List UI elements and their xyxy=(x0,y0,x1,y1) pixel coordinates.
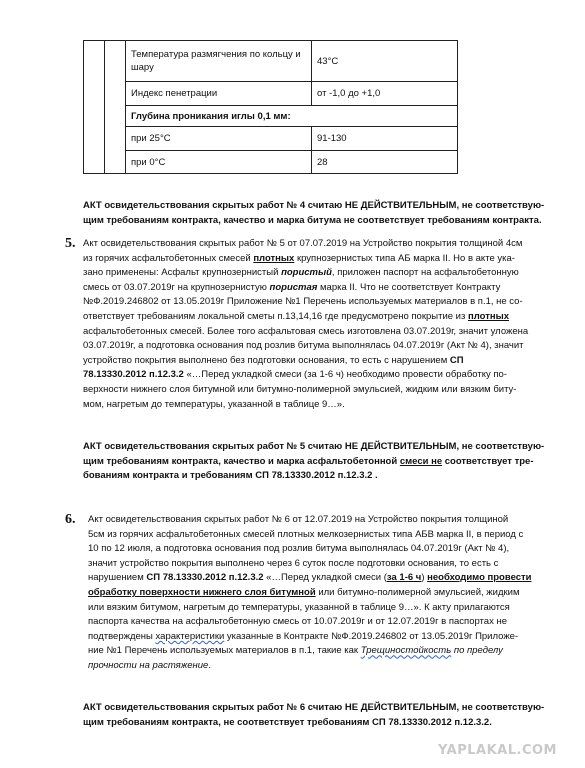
emphasized-text: пористая xyxy=(269,281,318,293)
text-line xyxy=(83,252,528,267)
text-line xyxy=(88,659,532,674)
table-row xyxy=(84,41,458,82)
text-segment: «…Перед укладкой смеси ( xyxy=(263,572,387,584)
text-line xyxy=(83,440,544,455)
text-segment: ) xyxy=(421,572,428,584)
paragraph-act-5 xyxy=(83,237,528,412)
conclusion-act-4 xyxy=(83,199,544,228)
text-line: АКТ освидетельствования скрытых работ № 6 считаю НЕ ДЕЙСТВИТЕЛЬНЫМ, не соответствую- xyxy=(83,702,545,713)
emphasized-text: обработку поверхности нижнего слоя битумной xyxy=(88,586,316,598)
text-segment: значит устройство покрытия выполнено через 6 суток после подготовки основания, то есть с xyxy=(88,557,499,569)
text-line xyxy=(83,325,528,340)
text-segment: указанные в Контракте №Ф.2019.246802 от 13.05.2019г Приложе- xyxy=(224,630,519,642)
emphasized-text: плотных xyxy=(467,310,509,322)
text-segment: верхности нижнего слоя битумной или битумно-полимерной эмульсией, жидким или вязким биту- xyxy=(83,383,517,395)
emphasized-text: 78.13330.2012 п.12.3.2 xyxy=(83,369,184,381)
text-segment: из горячих асфальтобетонных смесей xyxy=(83,252,254,264)
text-segment: крупнозернистых типа АБ марка II. Но в акте ука- xyxy=(294,252,515,264)
text-line xyxy=(83,310,528,325)
text-segment: №Ф.2019.246802 от 13.05.2019г Приложение №1 Перечень используемых материалов в п.1, не со- xyxy=(83,296,523,308)
text-line xyxy=(83,383,528,398)
text-line xyxy=(83,295,528,310)
text-segment: Акт освидетельствования скрытых работ № 6 от 12.07.2019 на Устройство покрытия толщиной xyxy=(88,514,509,525)
text-segment: паспорта качества на асфальтобетонную смесь от 10.07.2019г и от 12.07.2019г в паспортах не xyxy=(88,616,507,628)
table-row xyxy=(84,151,458,174)
emphasized-text: смеси не xyxy=(399,455,443,467)
text-segment: устройство покрытия выполнено без подготовки основания, то есть с нарушением xyxy=(83,354,450,366)
table-cell-value: 43°С xyxy=(312,41,458,82)
text-line xyxy=(88,615,532,630)
table-cell-value: 91-130 xyxy=(312,127,458,151)
text-line xyxy=(83,339,528,354)
text-line xyxy=(88,557,532,572)
emphasized-text: прочности на растяжение xyxy=(88,659,209,671)
text-segment: мом, нагретым до температуры, указанной в таблице 9…». xyxy=(83,398,345,410)
text-line xyxy=(88,601,532,616)
text-segment: . xyxy=(208,659,211,671)
text-line xyxy=(83,469,544,484)
text-segment: 5см из горячих асфальтобетонных смесей плотных мелкозернистых типа АБВ марка II, в период с xyxy=(88,528,524,540)
text-line xyxy=(83,266,528,281)
table-row xyxy=(84,106,458,127)
text-line xyxy=(88,528,532,543)
emphasized-text: СП 78.13330.2012 п.12.3.2 xyxy=(146,572,264,584)
text-segment: АКТ освидетельствования скрытых работ № 5 считаю НЕ ДЕЙСТВИТЕЛЬНЫМ, не соответствую- xyxy=(83,441,545,452)
text-line xyxy=(83,368,528,383)
text-segment: «…Перед укладкой смеси (за 1-6 ч) необходимо провести обработку по- xyxy=(183,369,507,381)
text-segment: асфальтобетонных смесей. Более того асфальтовая смесь изготовлена 03.07.2019г, значит уложена xyxy=(83,325,529,337)
watermark: YAPLAKAL.COM xyxy=(438,743,557,758)
emphasized-text: Трещиностойкость xyxy=(360,645,452,657)
text-segment: , приложен паспорт на асфальтобетонную xyxy=(331,267,519,279)
emphasized-text: плотных xyxy=(253,252,295,264)
text-segment: ние №1 Перечень используемых материалов в п.1, такие как xyxy=(88,645,361,657)
text-line: щим требованиям контракта, качество и марка битума не соответствует требованиям контракта. xyxy=(83,214,542,226)
table-cell-empty xyxy=(84,41,105,174)
text-segment: марка II. Что не соответствует Контракту xyxy=(317,281,501,293)
text-line xyxy=(83,354,528,369)
text-segment: подтверждены xyxy=(88,630,156,642)
table-cell-value: от -1,0 до +1,0 xyxy=(312,82,458,106)
text-segment: 10 по 12 июля, а подготовка основания под розлив битума выполнялась 04.07.2019г (Акт № 4), xyxy=(88,543,510,555)
text-segment: или битумно-полимерной эмульсией, жидким xyxy=(315,586,520,598)
bitumen-spec-table xyxy=(83,40,458,174)
conclusion-act-5 xyxy=(83,440,544,484)
text-line xyxy=(83,398,528,413)
emphasized-text: пористый xyxy=(281,267,332,279)
table-row xyxy=(84,127,458,151)
emphasized-text: по пределу xyxy=(451,645,503,657)
text-segment: нарушением xyxy=(88,572,147,584)
text-segment: или вязким битумом, нагретым до температуры, указанной в таблице 9…». К акту прилагаются xyxy=(88,601,510,613)
item-number-6: 6. xyxy=(65,512,76,527)
item-number-5: 5. xyxy=(65,236,76,251)
text-line xyxy=(83,237,528,252)
text-segment: зано применены: Асфальт крупнозернистый xyxy=(83,267,282,279)
text-line xyxy=(88,644,532,659)
text-segment: 03.07.2019г, а подготовка основания под розлив битума выполнялась 04.07.2019г (Акт № 4), значит xyxy=(83,340,524,352)
text-line xyxy=(88,586,532,601)
text-line xyxy=(88,630,532,645)
table-cell-param: Температура размягчения по кольцу и шару xyxy=(126,41,312,82)
emphasized-text: характеристики xyxy=(155,630,225,642)
table-cell-group-heading: Глубина проникания иглы 0,1 мм: xyxy=(126,106,458,127)
text-line xyxy=(88,513,532,528)
table-row xyxy=(84,82,458,106)
text-line xyxy=(88,542,532,557)
emphasized-text: необходимо провести xyxy=(427,572,532,584)
text-segment: смесь от 03.07.2019г на крупнозернистую xyxy=(83,281,270,293)
conclusion-act-6 xyxy=(83,701,544,730)
text-line xyxy=(83,281,528,296)
table-cell-empty xyxy=(105,41,126,174)
text-line: щим требованиям контракта, не соответствует требованиям СП 78.13330.2012 п.12.3.2. xyxy=(83,716,492,728)
table-cell-param: при 25°С xyxy=(126,127,312,151)
table-cell-value: 28 xyxy=(312,151,458,174)
text-segment: бованиям контракта и требованиям СП 78.13330.2012 п.12.3.2 . xyxy=(83,470,378,482)
text-segment: щим требованиям контракта, качество и марка асфальтобетонной xyxy=(83,455,400,467)
paragraph-act-6 xyxy=(88,513,532,674)
text-line xyxy=(88,571,532,586)
emphasized-text: СП xyxy=(449,354,464,366)
text-line xyxy=(83,455,544,470)
text-segment: ответствует требованиям локальной сметы п.13,14,16 где предусмотрено покрытие из xyxy=(83,310,468,322)
text-segment: Акт освидетельствования скрытых работ № 5 от 07.07.2019 на Устройство покрытия толщиной 4см xyxy=(83,238,523,249)
table-cell-param: при 0°С xyxy=(126,151,312,174)
table-cell-param: Индекс пенетрации xyxy=(126,82,312,106)
emphasized-text: за 1-6 ч xyxy=(386,572,422,584)
text-line: АКТ освидетельствования скрытых работ № 4 считаю НЕ ДЕЙСТВИТЕЛЬНЫМ, не соответствую- xyxy=(83,200,545,211)
text-segment: соответствует тре- xyxy=(442,455,534,467)
